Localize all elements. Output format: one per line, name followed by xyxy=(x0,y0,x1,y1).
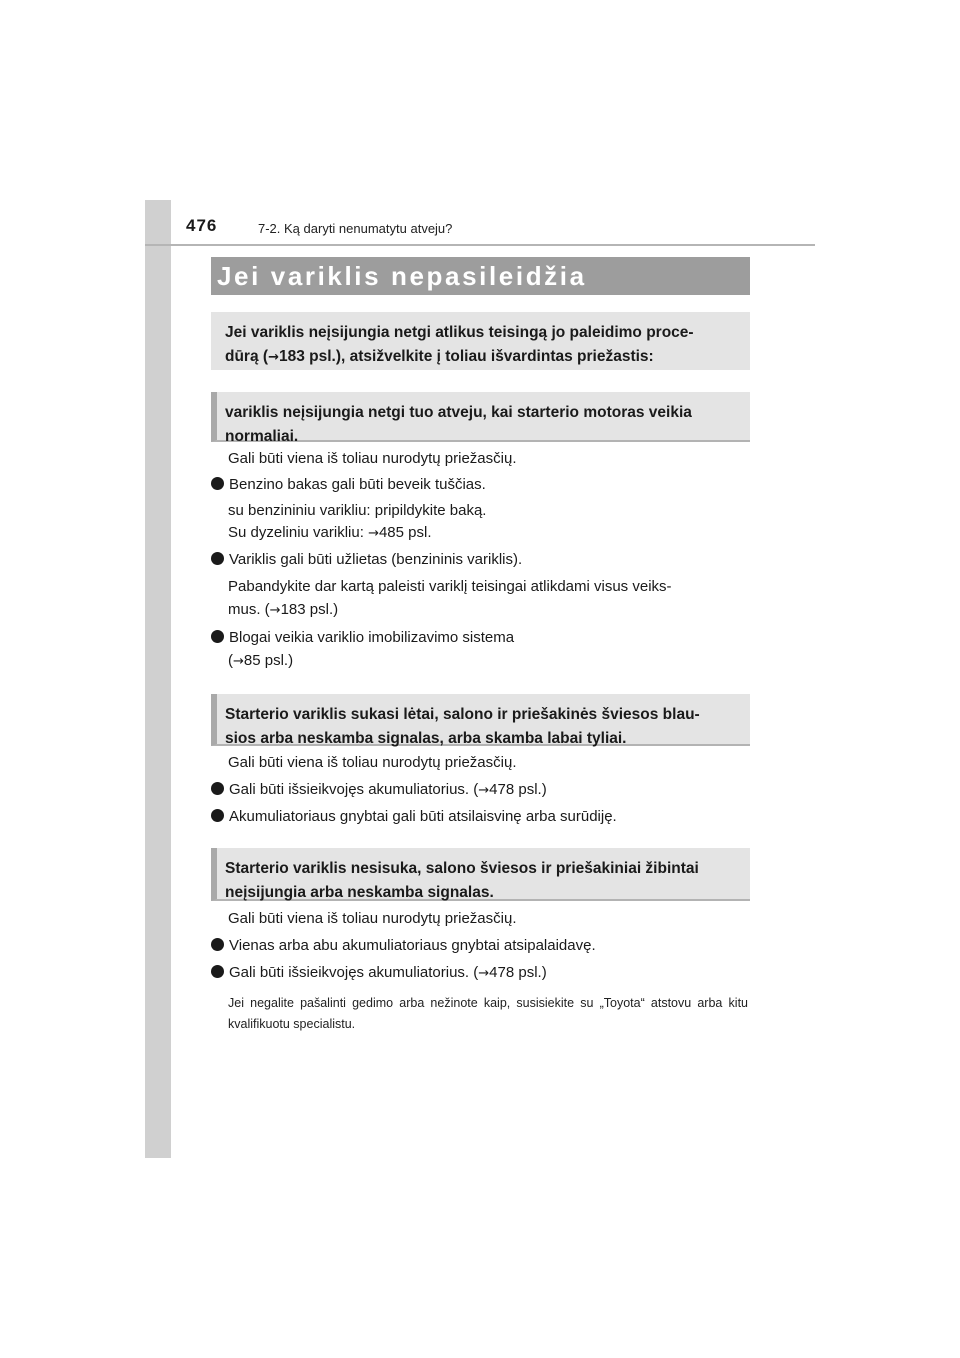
list-item: Gali būti išsieikvojęs akumuliatorius. (→478 psl.) xyxy=(211,778,547,803)
arrow-icon: → xyxy=(269,603,281,618)
section-2-lead: Gali būti viena iš toliau nurodytų priežasčių. xyxy=(228,754,517,771)
arrow-icon: → xyxy=(478,966,490,981)
section-1-lead: Gali būti viena iš toliau nurodytų priežasčių. xyxy=(228,450,517,467)
intro-box xyxy=(211,312,750,370)
intro-line-1: Jei variklis neįsijungia netgi atlikus teisingą jo paleidimo proce- xyxy=(225,324,694,341)
header-divider xyxy=(145,244,815,246)
bullet-icon xyxy=(211,809,224,822)
section-1-heading: variklis neįsijungia netgi tuo atveju, kai starterio motoras veikia normaliai. xyxy=(211,392,750,442)
list-item-detail: mus. (→183 psl.) xyxy=(228,601,339,618)
arrow-icon: → xyxy=(478,783,490,798)
list-item: Benzino bakas gali būti beveik tuščias. xyxy=(211,473,486,497)
list-item: Variklis gali būti užlietas (benzininis variklis). xyxy=(211,548,522,572)
page-title: Jei variklis nepasileidžia xyxy=(211,257,750,295)
bullet-icon xyxy=(211,965,224,978)
arrow-icon: → xyxy=(368,526,379,541)
list-item-detail: Su dyzeliniu varikliu: →485 psl. xyxy=(228,524,432,541)
section-2-heading: Starterio variklis sukasi lėtai, salono ir priešakinės šviesos blau- sios arba neskamba signalas, arba skamba labai tyliai. xyxy=(211,694,750,746)
arrow-icon: → xyxy=(233,654,244,669)
list-item: Vienas arba abu akumuliatoriaus gnybtai atsipalaidavę. xyxy=(211,934,596,958)
list-item: Akumuliatoriaus gnybtai gali būti atsilaisvinę arba surūdiję. xyxy=(211,805,617,829)
list-item-detail: Pabandykite dar kartą paleisti variklį teisingai atlikdami visus veiks- xyxy=(228,578,672,595)
breadcrumb: 7-2. Ką daryti nenumatytu atveju? xyxy=(258,221,453,236)
bullet-icon xyxy=(211,477,224,490)
list-item-detail: su benzininiu varikliu: pripildykite baką. xyxy=(228,502,487,519)
bullet-icon xyxy=(211,630,224,643)
note-text: Jei negalite pašalinti gedimo arba nežinote kaip, susisiekite su „Toyota“ atstovu arba kitu kvalifikuotu specialistu. xyxy=(228,996,748,1031)
bullet-icon xyxy=(211,938,224,951)
list-item-detail: (→85 psl.) xyxy=(228,652,294,669)
intro-line-2: dūrą (→183 psl.), atsižvelkite į toliau išvardintas priežastis: xyxy=(225,348,654,365)
list-item: Blogai veikia variklio imobilizavimo sistema xyxy=(211,626,514,650)
bullet-icon xyxy=(211,552,224,565)
list-item: Gali būti išsieikvojęs akumuliatorius. (→478 psl.) xyxy=(211,961,547,986)
section-3-lead: Gali būti viena iš toliau nurodytų priežasčių. xyxy=(228,910,517,927)
section-3-heading: Starterio variklis nesisuka, salono šviesos ir priešakiniai žibintai neįsijungia arba neskamba signalas. xyxy=(211,848,750,901)
page-number: 476 xyxy=(186,216,218,235)
arrow-icon: → xyxy=(268,350,279,365)
margin-tab-bar xyxy=(145,200,171,1158)
bullet-icon xyxy=(211,782,224,795)
